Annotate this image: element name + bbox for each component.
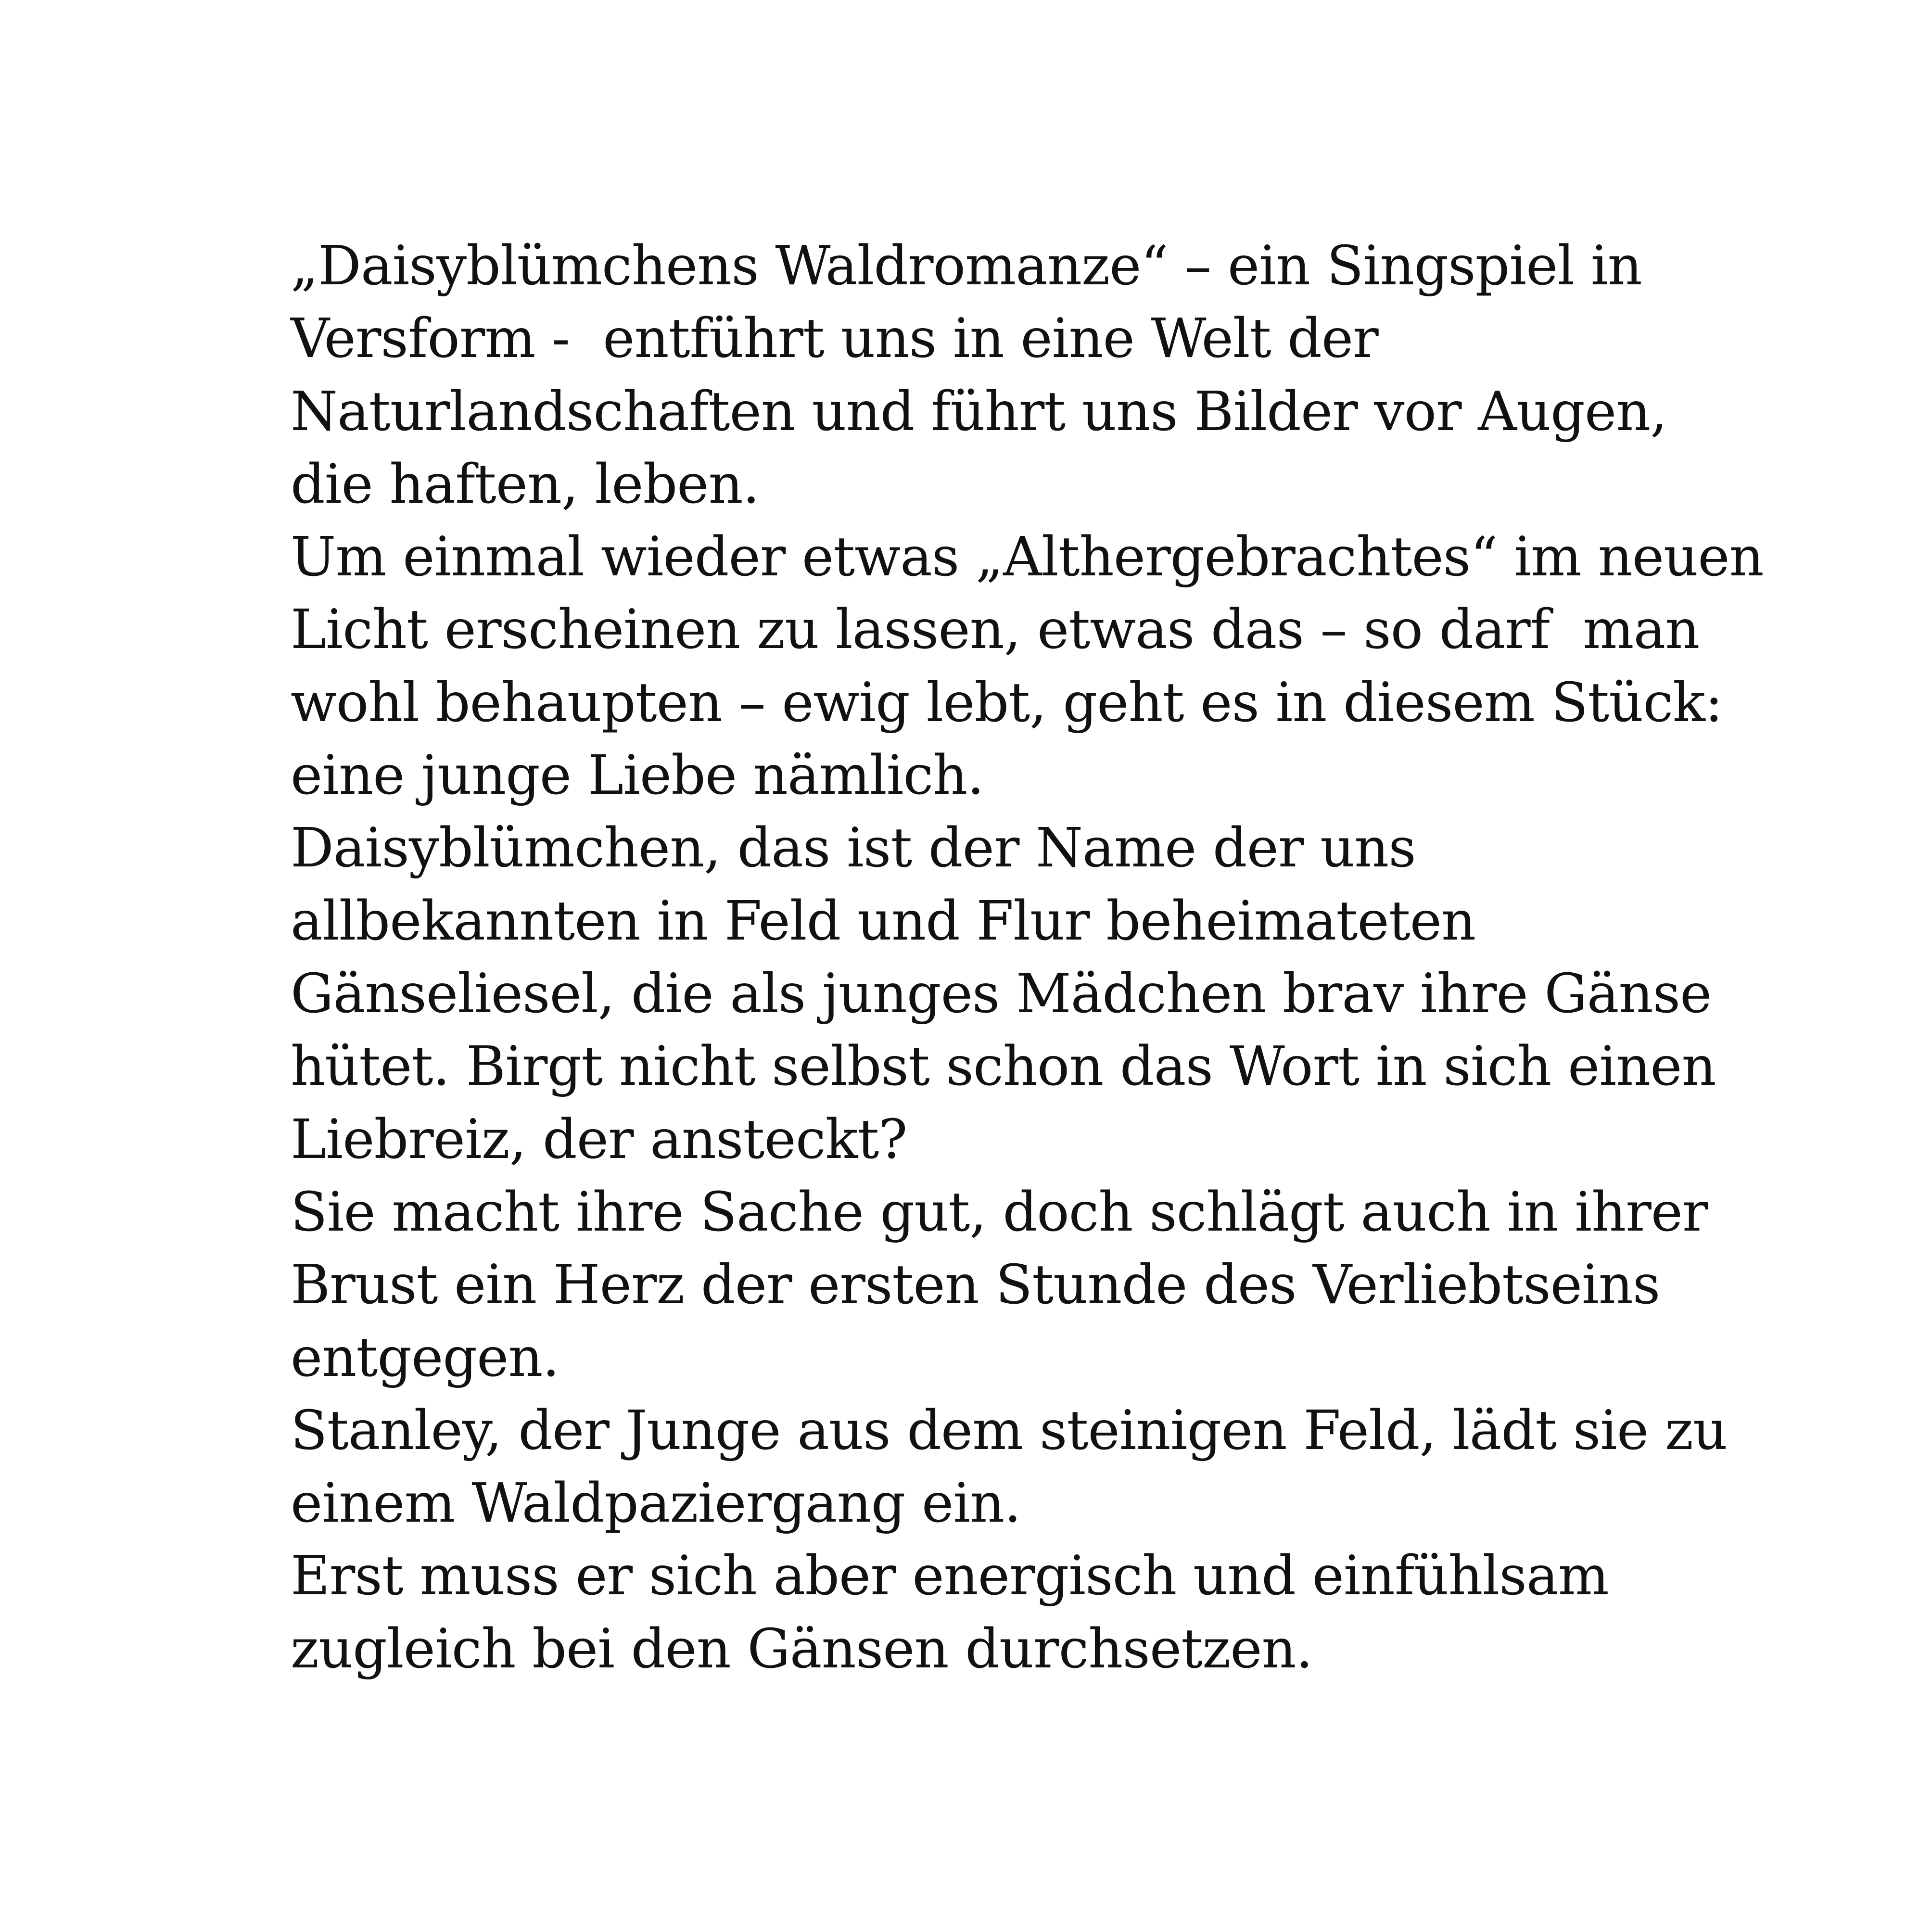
text-line: zugleich bei den Gänsen durchsetzen. <box>291 1617 1313 1680</box>
text-line: Brust ein Herz der ersten Stunde des Verliebtseins <box>291 1254 1660 1317</box>
text-line: Um einmal wieder etwas „Althergebrachtes“ im neuen <box>291 526 1764 589</box>
text-line: Gänseliesel, die als junges Mädchen brav ihre Gänse <box>291 962 1712 1025</box>
text-line: wohl behaupten – ewig lebt, geht es in diesem Stück: <box>291 671 1723 734</box>
text-line: Licht erscheinen zu lassen, etwas das – so darf man <box>291 598 1700 661</box>
text-line: Versform - entführt uns in eine Welt der <box>291 307 1378 370</box>
text-line: entgegen. <box>291 1326 559 1389</box>
text-line: einem Waldpaziergang ein. <box>291 1472 1021 1535</box>
text-line: Stanley, der Junge aus dem steinigen Feld, lädt sie zu <box>291 1399 1728 1462</box>
text-line: hütet. Birgt nicht selbst schon das Wort in sich einen <box>291 1035 1716 1098</box>
text-line: eine junge Liebe nämlich. <box>291 744 984 807</box>
text-line: allbekannten in Feld und Flur beheimateten <box>291 890 1476 953</box>
text-line: Naturlandschaften und führt uns Bilder vor Augen, <box>291 380 1667 443</box>
text-line: Daisyblümchen, das ist der Name der uns <box>291 817 1416 880</box>
text-line: Erst muss er sich aber energisch und einfühlsam <box>291 1545 1609 1608</box>
text-line: die haften, leben. <box>291 453 760 516</box>
body-text <box>291 230 1764 1686</box>
text-line: Liebreiz, der ansteckt? <box>291 1108 907 1171</box>
text-line: Sie macht ihre Sache gut, doch schlägt auch in ihrer <box>291 1181 1708 1244</box>
text-line: „Daisyblümchens Waldromanze“ – ein Singspiel in <box>291 235 1642 297</box>
